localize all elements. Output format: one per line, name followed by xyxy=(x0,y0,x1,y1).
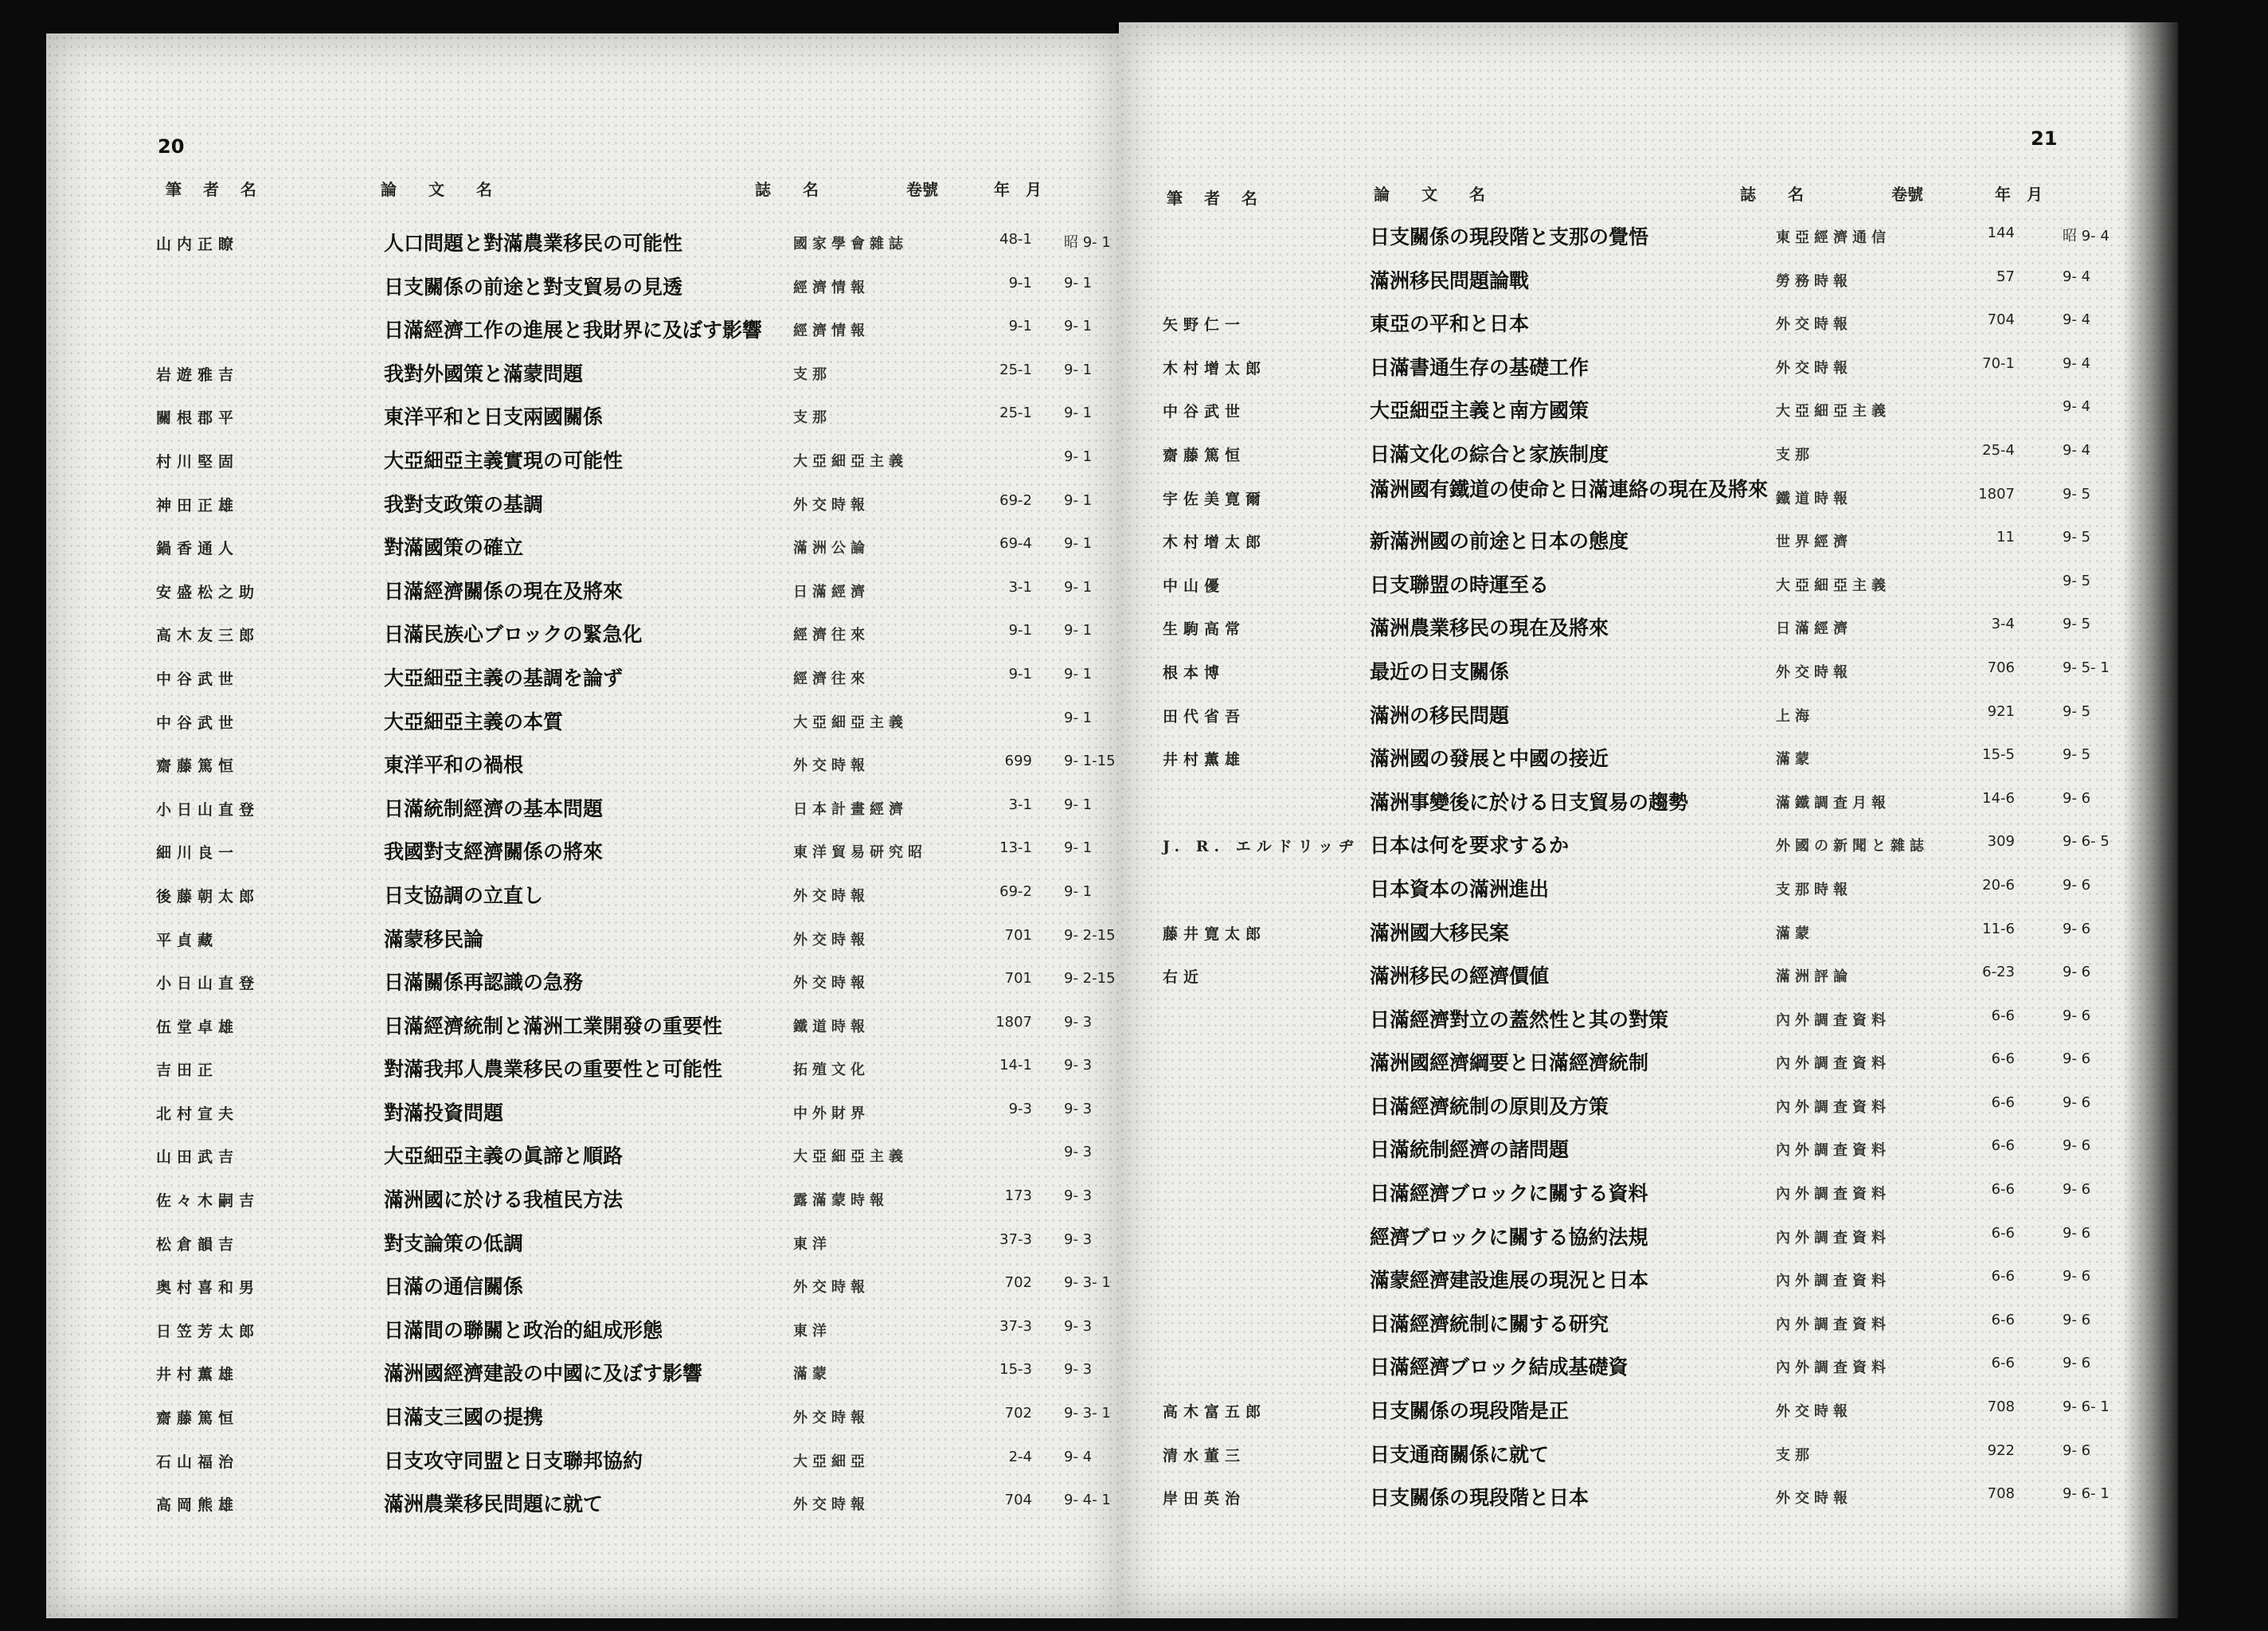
magazine-cell: 大亞細亞主義 xyxy=(1776,577,1891,594)
magazine-cell: 外交時報 xyxy=(793,757,870,775)
magazine-cell: 大亞細亞主義 xyxy=(793,1148,908,1166)
title-cell: 滿洲國經濟綱要と日滿經濟統制 xyxy=(1370,1051,1649,1075)
magazine-cell: 支那 xyxy=(1776,1446,1814,1464)
author-cell: 小日山直登 xyxy=(156,800,260,819)
date-cell: 9- 1 xyxy=(1064,491,1093,509)
magazine-cell: 東洋貿易研究昭 xyxy=(793,844,927,862)
title-cell: 日滿統制經濟の基本問題 xyxy=(384,796,604,820)
magazine-cell: 拓殖文化 xyxy=(793,1062,870,1079)
volume-cell: 13-1 xyxy=(999,839,1032,857)
title-cell: 對滿我邦人農業移民の重要性と可能性 xyxy=(384,1058,723,1081)
volume-cell: 702 xyxy=(1004,1405,1032,1422)
magazine-cell: 外交時報 xyxy=(793,1410,870,1427)
header-magazine: 誌 名 xyxy=(1740,185,1804,204)
date-cell: 9- 5- 1 xyxy=(2063,659,2110,676)
volume-cell: 69-4 xyxy=(999,535,1032,553)
author-cell: 高岡熊雄 xyxy=(156,1496,240,1515)
author-cell: J. R. エルドリッヂ xyxy=(1163,838,1360,856)
title-cell: 日支關係の前途と對支貿易の見透 xyxy=(384,275,683,299)
volume-cell: 2-4 xyxy=(1008,1448,1032,1465)
volume-cell: 309 xyxy=(1987,833,2015,851)
title-cell: 滿洲國經濟建設の中國に及ぼす影響 xyxy=(384,1362,703,1386)
author-cell: 生駒高常 xyxy=(1163,620,1246,639)
volume-cell: 6-6 xyxy=(1991,1224,2015,1242)
title-cell: 日本資本の滿洲進出 xyxy=(1370,877,1550,901)
page-number: 21 xyxy=(2031,127,2058,150)
title-cell: 最近の日支關係 xyxy=(1370,659,1510,683)
date-cell: 9- 4 xyxy=(2063,268,2091,285)
date-cell: 9- 1 xyxy=(1064,578,1093,596)
author-cell: 齋藤篤恒 xyxy=(156,1410,240,1428)
title-cell: 日滿經濟對立の蓋然性と其の對策 xyxy=(1370,1007,1669,1031)
date-cell: 9- 6- 5 xyxy=(2063,833,2110,851)
title-cell: 我對支政策の基調 xyxy=(384,492,544,516)
date-cell: 9- 6 xyxy=(2063,964,2091,981)
title-cell: 我國對支經濟關係の將來 xyxy=(384,840,604,864)
volume-cell: 6-6 xyxy=(1991,1355,2015,1372)
date-cell: 9- 4 xyxy=(2063,354,2091,372)
header-date: 年 月 xyxy=(1995,185,2043,204)
date-cell: 9- 4 xyxy=(2063,441,2091,459)
title-cell: 滿蒙移民論 xyxy=(384,927,484,951)
date-cell: 9- 5 xyxy=(2063,616,2091,633)
title-cell: 日滿經濟統制に關する研究 xyxy=(1370,1312,1609,1336)
magazine-cell: 經濟往來 xyxy=(793,627,870,644)
magazine-cell: 外交時報 xyxy=(793,887,870,905)
volume-cell: 3-1 xyxy=(1008,578,1032,596)
magazine-cell: 東洋 xyxy=(793,1322,831,1340)
title-cell: 滿洲移民問題論戰 xyxy=(1370,268,1530,292)
author-cell: 安盛松之助 xyxy=(156,583,260,601)
title-cell: 人口問題と對滿農業移民の可能性 xyxy=(384,232,683,255)
magazine-cell: 支那 xyxy=(793,366,831,383)
author-cell: 松倉韻吉 xyxy=(156,1235,240,1254)
author-cell: 北村宣夫 xyxy=(156,1105,240,1123)
volume-cell: 48-1 xyxy=(999,231,1032,248)
date-cell: 9- 6 xyxy=(2063,789,2091,807)
author-cell: 石山福治 xyxy=(156,1453,240,1471)
date-cell: 9- 5 xyxy=(2063,746,2091,764)
title-cell: 日支協調の立直し xyxy=(384,883,544,907)
date-cell: 9- 1 xyxy=(1064,622,1093,639)
title-cell: 滿洲國の發展と中國の接近 xyxy=(1370,747,1609,771)
magazine-cell: 支那 xyxy=(1776,446,1814,463)
volume-cell: 144 xyxy=(1987,225,2015,241)
author-cell: 吉田正 xyxy=(156,1062,219,1080)
volume-cell: 6-6 xyxy=(1991,1268,2015,1285)
author-cell: 奥村喜和男 xyxy=(156,1279,260,1297)
volume-cell: 6-6 xyxy=(1991,1093,2015,1111)
title-cell: 日支通商關係に就て xyxy=(1370,1442,1550,1466)
author-cell: 田代省吾 xyxy=(1163,707,1246,726)
date-cell: 9- 3 xyxy=(1064,1317,1093,1335)
magazine-cell: 內外調査資料 xyxy=(1776,1316,1891,1333)
author-cell: 矢野仁一 xyxy=(1163,316,1246,334)
header-title: 論 文 名 xyxy=(1374,185,1485,204)
volume-cell: 69-2 xyxy=(999,882,1032,900)
magazine-cell: 滿蒙 xyxy=(793,1366,831,1383)
magazine-cell: 內外調査資料 xyxy=(1776,1098,1891,1116)
magazine-cell: 外交時報 xyxy=(793,931,870,948)
author-cell: 清水董三 xyxy=(1163,1446,1246,1465)
title-cell: 滿洲國大移民案 xyxy=(1370,921,1510,945)
magazine-cell: 露滿蒙時報 xyxy=(793,1192,889,1210)
magazine-cell: 國家學會雜誌 xyxy=(793,236,908,252)
magazine-cell: 外交時報 xyxy=(793,1496,870,1514)
title-cell: 滿洲の移民問題 xyxy=(1370,703,1510,727)
volume-cell: 6-6 xyxy=(1991,1050,2015,1068)
volume-cell: 14-1 xyxy=(999,1057,1032,1074)
volume-cell: 9-3 xyxy=(1008,1100,1032,1117)
title-cell: 日支攻守同盟と日支聯邦協約 xyxy=(384,1449,643,1473)
author-cell: 木村增太郎 xyxy=(1163,534,1267,552)
volume-cell: 1807 xyxy=(1978,485,2015,503)
title-cell: 東亞の平和と日本 xyxy=(1370,312,1530,336)
author-cell: 木村增太郎 xyxy=(1163,359,1267,377)
title-cell: 日滿經濟工作の進展と我財界に及ぼす影響 xyxy=(384,319,763,342)
title-cell: 大亞細亞主義と南方國策 xyxy=(1370,399,1590,423)
author-cell: 井村薫雄 xyxy=(156,1366,240,1384)
date-cell: 9- 6 xyxy=(2063,1181,2091,1199)
author-cell: 中谷武世 xyxy=(1163,403,1246,421)
title-cell: 日滿支三國の提携 xyxy=(384,1406,544,1430)
magazine-cell: 日本計畫經濟 xyxy=(793,800,908,818)
volume-cell: 6-6 xyxy=(1991,1007,2015,1024)
date-cell: 9- 5 xyxy=(2063,572,2091,589)
date-cell: 9- 1 xyxy=(1064,709,1093,726)
date-cell: 9- 6- 1 xyxy=(2063,1398,2110,1416)
magazine-cell: 東洋 xyxy=(793,1235,831,1253)
title-cell: 滿洲農業移民の現在及將來 xyxy=(1370,616,1609,640)
date-cell: 9- 1 xyxy=(1064,361,1093,378)
date-cell: 9- 6- 1 xyxy=(2063,1485,2110,1503)
title-cell: 對支論策の低調 xyxy=(384,1231,524,1255)
volume-cell: 57 xyxy=(1996,268,2015,285)
date-cell: 9- 6 xyxy=(2063,1007,2091,1024)
magazine-cell: 勞務時報 xyxy=(1776,272,1852,290)
magazine-cell: 支那時報 xyxy=(1776,881,1852,898)
title-cell: 滿洲事變後に於ける日支貿易の趨勢 xyxy=(1370,790,1689,814)
volume-cell: 69-2 xyxy=(999,491,1032,509)
date-cell: 9- 1 xyxy=(1064,448,1093,465)
date-cell: 9- 1 xyxy=(1064,882,1093,900)
volume-cell: 70-1 xyxy=(1982,354,2015,372)
author-cell: 高木友三郎 xyxy=(156,627,260,645)
magazine-cell: 外國の新聞と雜誌 xyxy=(1776,838,1929,855)
date-cell: 9- 3- 1 xyxy=(1064,1405,1111,1422)
date-cell: 9- 6 xyxy=(2063,1224,2091,1242)
header-author: 筆 者 名 xyxy=(1167,189,1265,208)
date-cell: 9- 4 xyxy=(2063,311,2091,329)
author-cell: 平貞藏 xyxy=(156,931,219,949)
magazine-cell: 外交時報 xyxy=(1776,1490,1852,1508)
magazine-cell: 日滿經濟 xyxy=(793,583,870,600)
author-cell: 岩遊雅吉 xyxy=(156,366,240,384)
volume-cell: 6-6 xyxy=(1991,1311,2015,1328)
title-cell: 大亞細亞主義の基調を論ず xyxy=(384,666,624,690)
title-cell: 滿洲移民の經濟價値 xyxy=(1370,964,1550,988)
magazine-cell: 外交時報 xyxy=(793,496,870,514)
magazine-cell: 滿洲評論 xyxy=(1776,968,1852,986)
magazine-cell: 鐵道時報 xyxy=(793,1018,870,1035)
date-cell: 9- 1 xyxy=(1064,839,1093,857)
author-cell: 山内正瞭 xyxy=(156,236,240,253)
magazine-cell: 日滿經濟 xyxy=(1776,620,1852,638)
title-cell: 日滿經濟關係の現在及將來 xyxy=(384,579,624,603)
author-cell: 井村薫雄 xyxy=(1163,751,1246,769)
volume-cell: 3-4 xyxy=(1991,616,2015,633)
volume-cell: 173 xyxy=(1004,1187,1032,1205)
date-cell: 9- 6 xyxy=(2063,1311,2091,1328)
magazine-cell: 上海 xyxy=(1776,707,1814,725)
author-cell: 村川堅固 xyxy=(156,452,240,471)
date-cell: 9- 3 xyxy=(1064,1144,1093,1161)
volume-cell: 1807 xyxy=(995,1013,1032,1031)
volume-cell: 25-4 xyxy=(1982,441,2015,459)
volume-cell: 3-1 xyxy=(1008,796,1032,813)
date-cell: 9- 4 xyxy=(2063,398,2091,416)
title-cell: 滿洲國に於ける我植民方法 xyxy=(384,1188,624,1212)
volume-cell: 706 xyxy=(1987,659,2015,676)
date-cell: 9- 1 xyxy=(1064,274,1093,291)
author-cell: 藤井寛太郎 xyxy=(1163,925,1267,943)
magazine-cell: 大亞細亞主義 xyxy=(1776,403,1891,420)
magazine-cell: 內外調査資料 xyxy=(1776,1229,1891,1246)
header-author: 筆 者 名 xyxy=(166,180,264,199)
author-cell: 關根郡平 xyxy=(156,409,240,428)
date-cell: 9- 1 xyxy=(1064,405,1093,422)
date-cell: 9- 4- 1 xyxy=(1064,1492,1111,1509)
volume-cell: 9-1 xyxy=(1008,274,1032,291)
title-cell: 滿蒙經濟建設進展の現況と日本 xyxy=(1370,1269,1649,1293)
volume-cell: 15-3 xyxy=(999,1361,1032,1379)
volume-cell: 15-5 xyxy=(1982,746,2015,764)
title-cell: 日滿文化の綜合と家族制度 xyxy=(1370,442,1609,466)
author-cell: 伍堂卓雄 xyxy=(156,1018,240,1036)
volume-cell: 708 xyxy=(1987,1485,2015,1503)
title-cell: 日本は何を要求するか xyxy=(1370,834,1570,858)
title-cell: 對滿投資問題 xyxy=(384,1101,504,1124)
volume-cell: 25-1 xyxy=(999,405,1032,422)
author-cell: 齋藤篤恒 xyxy=(156,757,240,776)
magazine-cell: 滿洲公論 xyxy=(793,540,870,557)
magazine-cell: 鐵道時報 xyxy=(1776,490,1852,507)
magazine-cell: 外交時報 xyxy=(1776,316,1852,334)
title-cell: 日滿經濟ブロックに關する資料 xyxy=(1370,1182,1648,1206)
date-cell: 9- 1 xyxy=(1064,318,1093,335)
date-cell: 9- 1 xyxy=(1064,665,1093,683)
title-cell: 日支關係の現段階と支那の覺悟 xyxy=(1370,225,1649,248)
magazine-cell: 內外調査資料 xyxy=(1776,1142,1891,1160)
date-cell: 9- 3- 1 xyxy=(1064,1274,1111,1292)
date-cell: 9- 1-15 xyxy=(1064,753,1116,770)
author-cell: 岸田英治 xyxy=(1163,1490,1246,1508)
magazine-cell: 大亞細亞 xyxy=(793,1453,870,1470)
magazine-cell: 內外調査資料 xyxy=(1776,1359,1891,1377)
volume-cell: 14-6 xyxy=(1982,789,2015,807)
title-cell: 新滿洲國の前途と日本の態度 xyxy=(1370,530,1629,553)
date-cell: 9- 6 xyxy=(2063,1137,2091,1155)
date-cell: 9- 5 xyxy=(2063,485,2091,503)
author-cell: 後藤朝太郎 xyxy=(156,887,260,905)
date-cell: 9- 6 xyxy=(2063,1268,2091,1285)
title-cell: 日滿統制經濟の諸問題 xyxy=(1370,1138,1570,1162)
volume-cell: 921 xyxy=(1987,702,2015,720)
title-cell: 日滿關係再認識の急務 xyxy=(384,971,584,995)
volume-cell: 11-6 xyxy=(1982,920,2015,937)
title-cell: 日支關係の現段階是正 xyxy=(1370,1399,1570,1423)
header-volume: 卷號 xyxy=(906,180,938,199)
date-cell: 9- 3 xyxy=(1064,1100,1093,1117)
magazine-cell: 內外調査資料 xyxy=(1776,1055,1891,1073)
title-cell: 日支關係の現段階と日本 xyxy=(1370,1486,1590,1510)
right-page xyxy=(1119,22,2178,1618)
page-number: 20 xyxy=(158,135,185,158)
author-cell: 中谷武世 xyxy=(156,670,240,688)
magazine-cell: 中外財界 xyxy=(793,1105,870,1122)
magazine-cell: 內外調査資料 xyxy=(1776,1273,1891,1290)
date-cell: 9- 3 xyxy=(1064,1230,1093,1248)
volume-cell: 9-1 xyxy=(1008,665,1032,683)
magazine-cell: 世界經濟 xyxy=(1776,534,1852,551)
author-cell: 神田正雄 xyxy=(156,496,240,514)
magazine-cell: 內外調査資料 xyxy=(1776,1186,1891,1203)
date-cell: 9- 5 xyxy=(2063,702,2091,720)
date-cell: 9- 6 xyxy=(2063,1441,2091,1459)
magazine-cell: 支那 xyxy=(793,409,831,427)
date-cell: 9- 3 xyxy=(1064,1187,1093,1205)
header-date: 年 月 xyxy=(994,180,1042,199)
magazine-cell: 滿鐵調査月報 xyxy=(1776,794,1891,812)
author-cell: 山田武吉 xyxy=(156,1148,240,1167)
volume-cell: 701 xyxy=(1004,970,1032,988)
magazine-cell: 外交時報 xyxy=(1776,663,1852,681)
magazine-cell: 外交時報 xyxy=(793,975,870,992)
date-cell: 昭 9- 1 xyxy=(1064,234,1111,251)
title-cell: 我對外國策と滿蒙問題 xyxy=(384,362,584,385)
volume-cell: 708 xyxy=(1987,1398,2015,1416)
volume-cell: 9-1 xyxy=(1008,622,1032,639)
date-cell: 9- 5 xyxy=(2063,529,2091,546)
page-edge-shadow xyxy=(2122,22,2178,1618)
magazine-cell: 經濟往來 xyxy=(793,670,870,687)
date-cell: 9- 2-15 xyxy=(1064,970,1116,988)
title-cell: 滿洲國有鐵道の使命と日滿連絡の現在及將來 xyxy=(1370,477,1769,501)
volume-cell: 37-3 xyxy=(999,1317,1032,1335)
magazine-cell: 滿蒙 xyxy=(1776,925,1814,942)
title-cell: 東洋平和と日支兩國關係 xyxy=(384,405,604,429)
date-cell: 9- 6 xyxy=(2063,1355,2091,1372)
title-cell: 大亞細亞主義實現の可能性 xyxy=(384,448,624,472)
date-cell: 9- 2-15 xyxy=(1064,926,1116,944)
date-cell: 9- 6 xyxy=(2063,1093,2091,1111)
author-cell: 日笠芳太郎 xyxy=(156,1322,260,1340)
volume-cell: 6-23 xyxy=(1982,964,2015,981)
magazine-cell: 外交時報 xyxy=(1776,1403,1852,1421)
title-cell: 對滿國策の確立 xyxy=(384,536,524,560)
volume-cell: 699 xyxy=(1004,753,1032,770)
title-cell: 日滿經濟統制の原則及方策 xyxy=(1370,1094,1609,1118)
title-cell: 經濟ブロックに關する協約法規 xyxy=(1370,1225,1648,1249)
magazine-cell: 外交時報 xyxy=(1776,359,1852,377)
magazine-cell: 大亞細亞主義 xyxy=(793,714,908,731)
title-cell: 日支聯盟の時運至る xyxy=(1370,573,1550,596)
date-cell: 9- 1 xyxy=(1064,535,1093,553)
date-cell: 9- 3 xyxy=(1064,1057,1093,1074)
author-cell: 右近 xyxy=(1163,968,1205,987)
volume-cell: 6-6 xyxy=(1991,1181,2015,1199)
date-cell: 9- 3 xyxy=(1064,1361,1093,1379)
title-cell: 日滿民族心ブロックの緊急化 xyxy=(384,623,643,647)
volume-cell: 704 xyxy=(1987,311,2015,329)
magazine-cell: 經濟情報 xyxy=(793,323,870,340)
title-cell: 大亞細亞主義の本質 xyxy=(384,710,564,733)
header-magazine: 誌 名 xyxy=(755,180,819,199)
date-cell: 昭 9- 4 xyxy=(2063,228,2110,244)
title-cell: 東洋平和の禍根 xyxy=(384,753,524,777)
author-cell: 中山優 xyxy=(1163,577,1226,595)
volume-cell: 702 xyxy=(1004,1274,1032,1292)
title-cell: 大亞細亞主義の眞諦と順路 xyxy=(384,1144,624,1168)
title-cell: 日滿間の聯關と政治的組成形態 xyxy=(384,1318,663,1342)
volume-cell: 25-1 xyxy=(999,361,1032,378)
volume-cell: 704 xyxy=(1004,1492,1032,1509)
header-title: 論 文 名 xyxy=(381,180,492,199)
magazine-cell: 大亞細亞主義 xyxy=(793,452,908,470)
header-volume: 卷號 xyxy=(1891,185,1923,204)
author-cell: 佐々木嗣吉 xyxy=(156,1192,260,1211)
title-cell: 日滿の通信關係 xyxy=(384,1275,524,1299)
date-cell: 9- 4 xyxy=(1064,1448,1093,1465)
volume-cell: 922 xyxy=(1987,1441,2015,1459)
title-cell: 日滿經濟ブロック結成基礎資 xyxy=(1370,1355,1629,1379)
author-cell: 細川良一 xyxy=(156,844,240,862)
magazine-cell: 內外調査資料 xyxy=(1776,1011,1891,1029)
date-cell: 9- 6 xyxy=(2063,876,2091,894)
date-cell: 9- 6 xyxy=(2063,920,2091,937)
magazine-cell: 經濟情報 xyxy=(793,279,870,296)
magazine-cell: 東亞經濟通信 xyxy=(1776,229,1891,246)
magazine-cell: 外交時報 xyxy=(793,1279,870,1297)
volume-cell: 6-6 xyxy=(1991,1137,2015,1155)
title-cell: 滿洲農業移民問題に就て xyxy=(384,1492,604,1516)
date-cell: 9- 6 xyxy=(2063,1050,2091,1068)
volume-cell: 701 xyxy=(1004,926,1032,944)
title-cell: 日滿經濟統制と滿洲工業開發の重要性 xyxy=(384,1014,723,1038)
date-cell: 9- 1 xyxy=(1064,796,1093,813)
author-cell: 鍋香通人 xyxy=(156,540,240,558)
title-cell: 日滿書通生存の基礎工作 xyxy=(1370,355,1590,379)
author-cell: 根本博 xyxy=(1163,663,1226,682)
magazine-cell: 滿蒙 xyxy=(1776,751,1814,769)
date-cell: 9- 3 xyxy=(1064,1013,1093,1031)
author-cell: 高木富五郎 xyxy=(1163,1403,1267,1422)
volume-cell: 11 xyxy=(1996,529,2015,546)
author-cell: 中谷武世 xyxy=(156,714,240,732)
volume-cell: 9-1 xyxy=(1008,318,1032,335)
left-page xyxy=(46,33,1121,1618)
author-cell: 齋藤篤恒 xyxy=(1163,446,1246,464)
author-cell: 宇佐美寛爾 xyxy=(1163,490,1267,508)
volume-cell: 37-3 xyxy=(999,1230,1032,1248)
volume-cell: 20-6 xyxy=(1982,876,2015,894)
author-cell: 小日山直登 xyxy=(156,975,260,993)
